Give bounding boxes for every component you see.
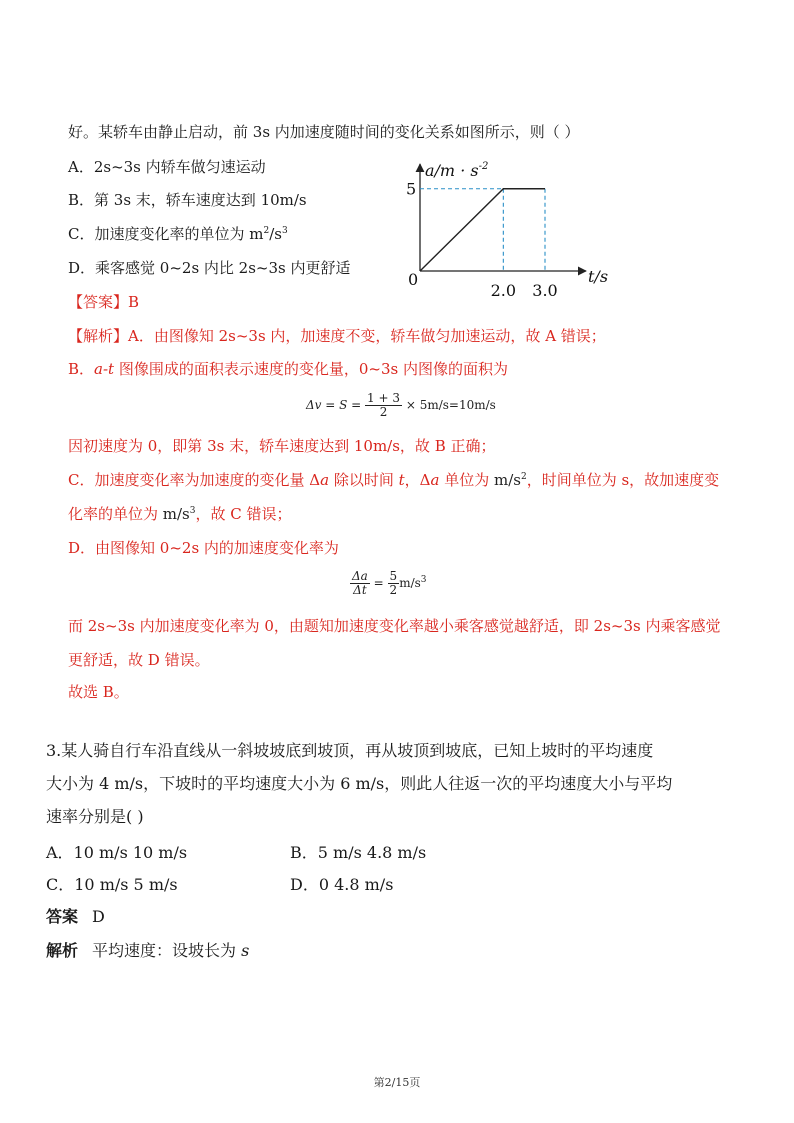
- q2-option-c: C．加速度变化率的单位为 $m^2/s^3$: [68, 225, 288, 243]
- q2-option-d: D．乘客感觉 0~2s 内比 2s~3s 内更舒适: [68, 259, 351, 277]
- chart-x-label: t/s: [588, 267, 609, 286]
- q2-analysis-line3: 因初速度为 0，即第 3s 末，轿车速度达到 10m/s，故 B 正确；: [68, 437, 496, 455]
- q2-analysis-line9: 故选 B。: [68, 683, 129, 701]
- q2-analysis-line6: D．由图像知 0~2s 内的加速度变化率为: [68, 539, 339, 557]
- q3-stem-line3: 速率分别是( ): [46, 807, 144, 826]
- q3-option-c: C．10 m/s 5 m/s: [46, 875, 178, 894]
- q2-answer: 【答案】B: [68, 293, 140, 311]
- chart-y-label: $a/m \cdot s^{-2}$: [425, 161, 489, 180]
- q3-option-a: A．10 m/s 10 m/s: [46, 843, 188, 862]
- q3-answer: 答案 D: [46, 907, 105, 926]
- q2-option-a: A．2s~3s 内轿车做匀速运动: [68, 158, 266, 176]
- chart-x-tick-2: 2.0: [490, 281, 517, 300]
- q2-analysis-line7: 而 2s~3s 内加速度变化率为 0，由题知加速度变化率越小乘客感觉越舒适，即 2s~3s 内乘客感觉: [68, 617, 721, 635]
- chart-origin-label: 0: [408, 270, 419, 289]
- q3-analysis: 解析 平均速度：设坡长为 s: [46, 941, 250, 960]
- acceleration-time-chart: [398, 150, 618, 302]
- q2-analysis-line1: 【解析】A．由图像知 2s~3s 内，加速度不变，轿车做匀加速运动，故 A 错误；: [68, 327, 606, 345]
- q3-stem-line1: 3.某人骑自行车沿直线从一斜坡坡底到坡顶，再从坡顶到坡底，已知上坡时的平均速度: [46, 741, 654, 760]
- q2-analysis-line5: 化率的单位为 $m/s^3$，故 C 错误；: [68, 505, 292, 523]
- q2-analysis-line8: 更舒适，故 D 错误。: [68, 651, 210, 669]
- chart-y-tick-5: 5: [406, 179, 417, 199]
- formula-delta-v: Δv = S = $\frac{1 + 3}{2}$ × 5m/s=10m/s: [306, 391, 496, 419]
- q2-option-b: B．第 3s 末，轿车速度达到 10m/s: [68, 191, 307, 209]
- q3-stem-line2: 大小为 4 m/s，下坡时的平均速度大小为 6 m/s，则此人往返一次的平均速度大小与平均: [46, 774, 673, 793]
- q2-stem: 好。某轿车由静止启动，前 3s 内加速度随时间的变化关系如图所示，则（ ）: [68, 123, 580, 141]
- q2-analysis-line4: C．加速度变化率为加速度的变化量 Δa 除以时间 t，Δa 单位为 $m/s^2$，时间单位为 s，故加速度变: [68, 471, 720, 489]
- q3-option-b: B．5 m/s 4.8 m/s: [290, 843, 427, 862]
- chart-series-line: [420, 189, 545, 271]
- formula-jerk: $\frac{\Delta a}{\Delta t}$ = $\frac{5}{2}$ $m/s^3$: [352, 569, 427, 597]
- q3-option-d: D．0 4.8 m/s: [290, 875, 394, 894]
- q2-analysis-line2: B．a-t 图像围成的面积表示速度的变化量，0~3s 内图像的面积为: [68, 360, 508, 378]
- page-number: 第2/15页: [373, 1076, 421, 1089]
- chart-x-tick-3: 3.0: [532, 281, 558, 300]
